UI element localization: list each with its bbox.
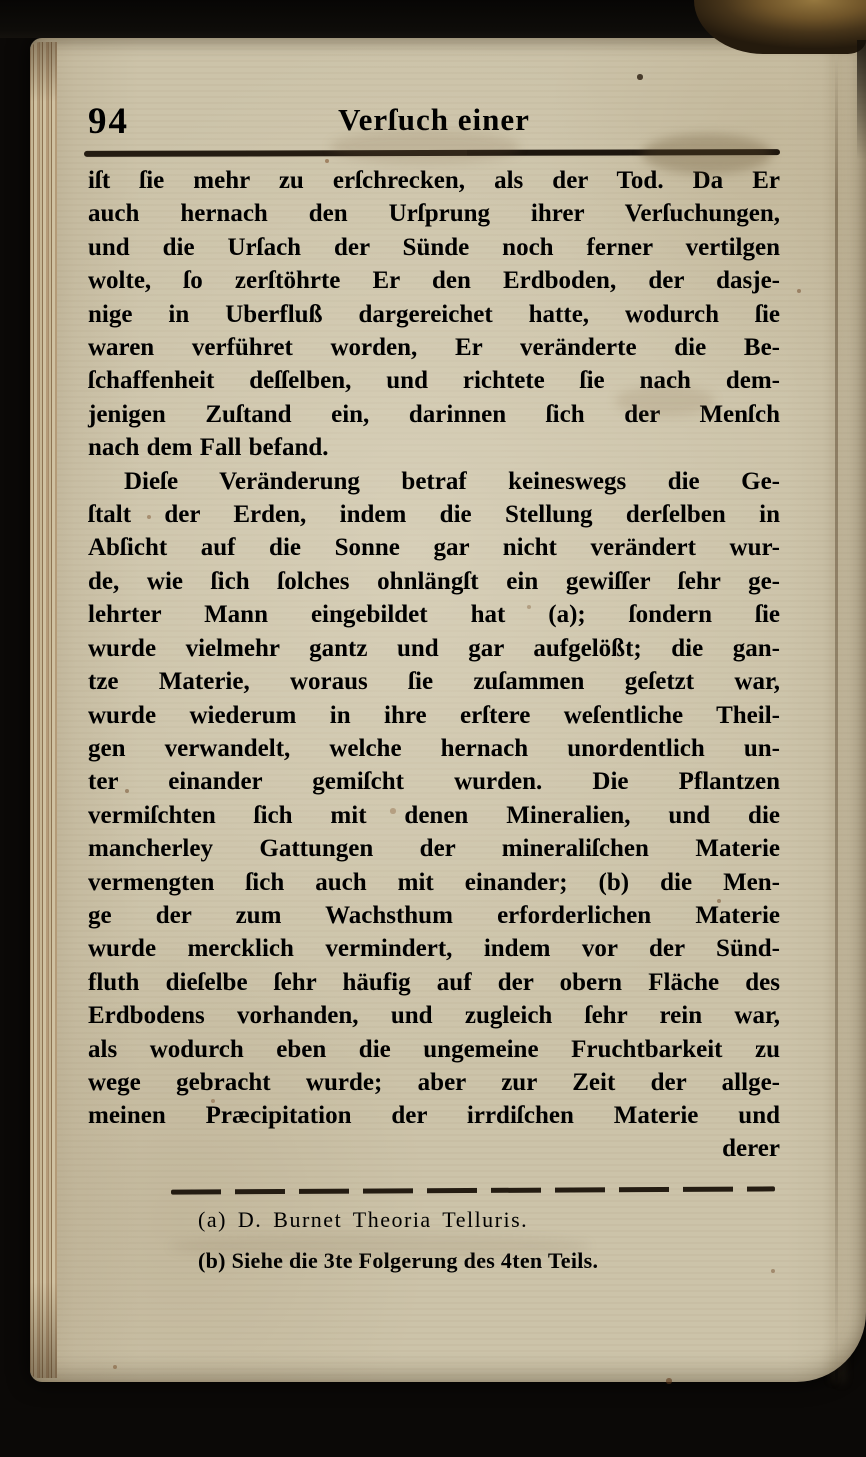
book-page [30, 38, 866, 1382]
body-line: wege gebracht wurde; aber zur Zeit der allge- [88, 1068, 780, 1096]
body-line: iſt ſie mehr zu erſchrecken, als der Tod. Da Er [88, 167, 780, 194]
body-line: jenigen Zuſtand ein, darinnen ſich der Menſch [88, 400, 780, 428]
body-line: Abſicht auf die Sonne gar nicht verändert wur- [88, 534, 780, 562]
body-line: und die Urſach der Sünde noch ferner vertilgen [88, 233, 780, 261]
body-line: gen verwandelt, welche hernach unordentlich un- [88, 734, 780, 762]
catchword: derer [722, 1135, 780, 1162]
page-edge-stack [30, 42, 57, 1378]
body-line: wolte, ſo zerſtöhrte Er den Erdboden, der dasje- [88, 267, 780, 295]
footnote-a: (a) D. Burnet Theoria Telluris. [198, 1207, 529, 1232]
header-rule [84, 149, 780, 157]
body-line: meinen Præcipitation der irrdiſchen Materie und [88, 1102, 780, 1130]
body-line: Erdbodens vorhanden, und zugleich ſehr rein war, [88, 1002, 780, 1030]
body-line: ge der zum Wachsthum erforderlichen Materie [88, 901, 780, 929]
body-line: ter einander gemiſcht wurden. Die Pflantzen [88, 768, 780, 796]
body-line: lehrter Mann eingebildet hat (a); ſondern ſie [88, 601, 780, 629]
body-line: tze Materie, woraus ſie zuſammen geſetzt war, [88, 668, 780, 696]
body-line: auch hernach den Urſprung ihrer Verſuchungen, [88, 200, 780, 228]
footnote-separator [171, 1186, 775, 1194]
body-line: ſtalt der Erden, indem die Stellung derſelben in [88, 501, 780, 529]
scanner-black-strip [0, 0, 758, 38]
body-line: nach dem Fall befand. [88, 434, 329, 462]
shadow-sliver [857, 40, 866, 160]
body-line: wurde vielmehr gantz und gar aufgelößt; die gan- [88, 634, 780, 662]
body-line: vermengten ſich auch mit einander; (b) die Men- [88, 868, 780, 896]
running-title: Verſuch einer [338, 102, 530, 137]
body-line: nige in Uberfluß dargereichet hatte, wodurch ſie [88, 300, 780, 328]
body-line: als wodurch eben die ungemeine Fruchtbarkeit zu [88, 1035, 780, 1063]
body-line: wurde mercklich vermindert, indem vor der Sünd- [88, 935, 780, 963]
body-line: Dieſe Veränderung betraf keineswegs die Ge- [124, 467, 780, 495]
page-header [88, 96, 780, 152]
body-line: fluth dieſelbe ſehr häufig auf der obern Fläche des [88, 968, 780, 996]
body-line: vermiſchten ſich mit denen Mineralien, und die [88, 801, 780, 829]
page-crease [835, 38, 838, 1382]
footnote-b: (b) Siehe die 3te Folgerung des 4ten Teils. [198, 1248, 599, 1273]
body-line: ſchaffenheit deſſelben, und richtete ſie nach dem- [88, 367, 780, 395]
paper-specks [30, 38, 32, 40]
body-line: waren verführet worden, Er veränderte die Be- [88, 334, 780, 362]
body-line: de, wie ſich ſolches ohnlängſt ein gewiſſer ſehr ge- [88, 567, 780, 595]
body-line: wurde wiederum in ihre erſtere weſentliche Theil- [88, 701, 780, 729]
body-text [88, 164, 780, 1133]
body-line: mancherley Gattungen der mineraliſchen Materie [88, 835, 780, 863]
page-number: 94 [88, 101, 129, 142]
